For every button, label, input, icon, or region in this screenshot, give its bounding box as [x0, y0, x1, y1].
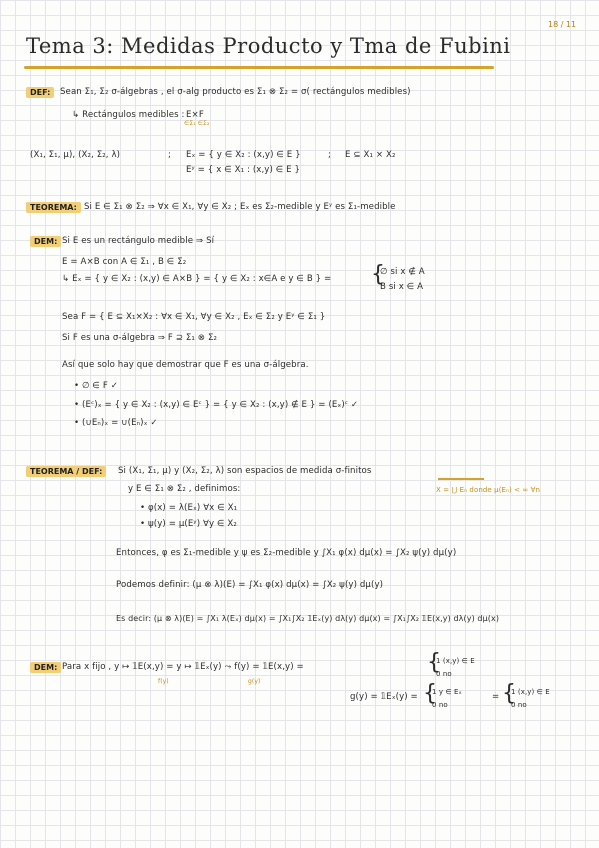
teorema-2-bullet-2-text: ψ(y) = μ(Eʸ) ∀y ∈ X₂ — [148, 519, 237, 529]
dem-1-line-2: E = A×B con A ∈ Σ₁ , B ∈ Σ₂ — [62, 257, 187, 267]
teorema-1-tag: TEOREMA: — [26, 202, 81, 213]
def-line-2: ↳ Rectángulos medibles : — [72, 110, 185, 120]
dem-2-case-3a: 1 (x,y) ∈ E — [511, 688, 550, 696]
def-tag: DEF: — [26, 87, 54, 98]
dem-1-line-6: Así que solo hay que demostrar que F es una σ-álgebra. — [62, 360, 309, 370]
sigma-finite-note: X = ⋃ Eₙ donde μ(Eₙ) < ∞ ∀n — [436, 486, 541, 494]
dem-2-case-2a: 1 y ∈ Eₓ — [432, 688, 462, 696]
dem-1-line-1: Si E es un rectángulo medible ⇒ Sí — [62, 236, 215, 246]
dem-1-tag: DEM: — [30, 236, 61, 247]
section-ex: Eₓ = { y ∈ X₂ : (x,y) ∈ E } — [186, 150, 301, 160]
page-title: Tema 3: Medidas Producto y Tma de Fubini — [26, 34, 511, 58]
dem-1-bullet-3-text: (∪Eₙ)ₓ = ∪(Eₙ)ₓ ✓ — [82, 418, 158, 428]
dem-2-case-3b: 0 no — [511, 701, 527, 709]
dem-1-case-1: ∅ si x ∉ A — [380, 267, 425, 277]
def-line-2-set: E×F — [186, 110, 204, 120]
section-semicolon-2: ; — [328, 150, 331, 160]
def-line-2-sub: ∈Σ₁ ∈Σ₂ — [184, 120, 210, 127]
teorema-2-line-2: y E ∈ Σ₁ ⊗ Σ₂ , definimos: — [128, 484, 241, 494]
dem-1-bullet-3: • (∪Eₙ)ₓ = ∪(Eₙ)ₓ ✓ — [74, 418, 158, 428]
def-line-1: Sean Σ₁, Σ₂ σ-álgebras , el σ-alg producto es Σ₁ ⊗ Σ₂ = σ( rectángulos medibles) — [60, 87, 411, 97]
teorema-2-bullet-1-text: φ(x) = λ(Eₓ) ∀x ∈ X₁ — [148, 503, 238, 513]
teorema-1-text: Si E ∈ Σ₁ ⊗ Σ₂ ⇒ ∀x ∈ X₁, ∀y ∈ X₂ ; Eₓ es Σ₂-medible y Eʸ es Σ₁-medible — [84, 202, 396, 212]
section-ey: Eʸ = { x ∈ X₁ : (x,y) ∈ E } — [186, 165, 301, 175]
dem-2-line-2: g(y) = 𝟙Eₓ(y) = — [350, 692, 418, 702]
dem-1-line-5: Si F es una σ-álgebra ⇒ F ⊇ Σ₁ ⊗ Σ₂ — [62, 333, 218, 343]
dem-1-brace: { — [371, 262, 385, 287]
sections-spaces: (X₁, Σ₁, μ), (X₂, Σ₂, λ) — [30, 150, 121, 160]
dem-2-equals: = — [492, 692, 500, 702]
dem-1-bullet-2: • (Eᶜ)ₓ = { y ∈ X₂ : (x,y) ∈ Eᶜ } = { y ∈ X₂ : (x,y) ∉ E } = (Eₓ)ᶜ ✓ — [74, 400, 359, 410]
section-semicolon: ; — [168, 150, 171, 160]
dem-1-line-4: Sea F = { E ⊆ X₁×X₂ : ∀x ∈ X₁, ∀y ∈ X₂ , Eₓ ∈ Σ₂ y Eʸ ∈ Σ₁ } — [62, 312, 326, 322]
dem-1-bullet-2-text: (Eᶜ)ₓ = { y ∈ X₂ : (x,y) ∈ Eᶜ } = { y ∈ X₂ : (x,y) ∉ E } = (Eₓ)ᶜ ✓ — [82, 400, 359, 410]
dem-1-line-3: ↳ Eₓ = { y ∈ X₂ : (x,y) ∈ A×B } = { y ∈ X₂ : x∈A e y ∈ B } = — [62, 274, 332, 284]
teorema-2-bullet-2: • ψ(y) = μ(Eʸ) ∀y ∈ X₂ — [140, 519, 237, 529]
dem-2-brace-2: { — [423, 681, 437, 706]
dem-2-tag: DEM: — [30, 662, 61, 673]
page-number: 18 / 11 — [548, 20, 577, 29]
section-domain: E ⊆ X₁ × X₂ — [345, 150, 396, 160]
dem-2-brace-3: { — [502, 681, 516, 706]
dem-2-case-1b: 0 no — [436, 670, 452, 678]
dem-2-label-g: g(y) — [248, 678, 261, 685]
dem-2-label-f: f(y) — [158, 678, 169, 685]
teorema-2-bullet-1: • φ(x) = λ(Eₓ) ∀x ∈ X₁ — [140, 503, 238, 513]
dem-2-case-2b: 0 no — [432, 701, 448, 709]
sigma-finite-underline — [438, 478, 484, 480]
dem-2-brace-1: { — [427, 650, 441, 675]
title-underline — [24, 66, 494, 69]
dem-2-line-1: Para x fijo , y ↦ 𝟙E(x,y) = y ↦ 𝟙Eₓ(y) ⤳ f(y) = 𝟙E(x,y) = — [62, 662, 304, 672]
dem-1-bullet-1-text: ∅ ∈ F ✓ — [82, 381, 119, 391]
teorema-2-line-4: Podemos definir: (μ ⊗ λ)(E) = ∫X₁ φ(x) dμ(x) = ∫X₂ ψ(y) dμ(y) — [116, 580, 384, 590]
dem-1-case-2: B si x ∈ A — [380, 282, 424, 292]
teorema-2-line-3: Entonces, φ es Σ₁-medible y ψ es Σ₂-medible y ∫X₁ φ(x) dμ(x) = ∫X₂ ψ(y) dμ(y) — [116, 548, 457, 558]
teorema-2-line-1: Si (X₁, Σ₁, μ) y (X₂, Σ₂, λ) son espacios de medida σ-finitos — [118, 466, 372, 476]
dem-1-bullet-1: • ∅ ∈ F ✓ — [74, 381, 119, 391]
teorema-2-tag: TEOREMA / DEF: — [26, 466, 106, 477]
dem-2-case-1a: 1 (x,y) ∈ E — [436, 657, 475, 665]
teorema-2-line-5: Es decir: (μ ⊗ λ)(E) = ∫X₁ λ(Eₓ) dμ(x) = ∫X₁∫X₂ 𝟙Eₓ(y) dλ(y) dμ(x) = ∫X₁∫X₂ 𝟙E(x,y) dλ(y) dμ(x) — [116, 614, 500, 623]
